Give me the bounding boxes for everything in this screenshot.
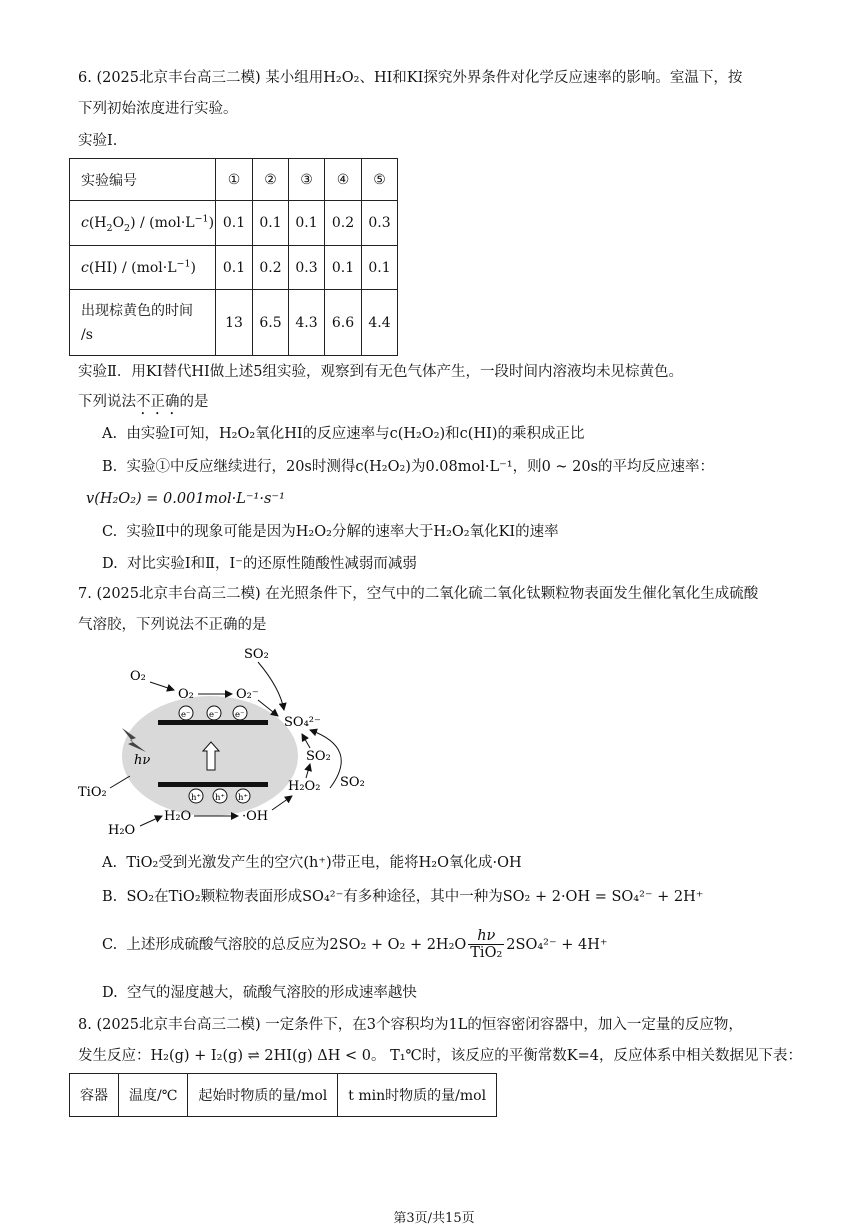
table-header-cell: ⑤ (362, 159, 398, 201)
q6-stem: 某小组用H₂O₂、HI和KI探究外界条件对化学反应速率的影响。室温下，按 (265, 70, 743, 86)
table-cell: 0.1 (289, 201, 325, 246)
q6-option-c: C. 实验Ⅱ中的现象可能是因为H₂O₂分解的速率大于H₂O₂氧化KI的速率 (102, 524, 559, 540)
q6-option-b: B. 实验①中反应继续进行，20s时测得c(H₂O₂)为0.08mol·L⁻¹，则0 ~ 20s的平均反应速率： (102, 459, 715, 475)
q6-stem-line1 (78, 68, 742, 88)
table-cell: 0.1 (216, 201, 253, 246)
superoxide-label: O₂⁻ (236, 687, 259, 702)
table-cell: 6.6 (325, 290, 362, 356)
so2-top-label: SO₂ (244, 647, 269, 662)
table-header-cell: 容器 (70, 1074, 119, 1117)
table-cell: 0.1 (253, 201, 289, 246)
table-cell: 0.1 (325, 246, 362, 290)
h2o-left-arrow (140, 816, 162, 826)
q8-stem-line1 (78, 1015, 743, 1035)
h2o-left-label: H₂O (108, 823, 136, 838)
h2o2-arrow (306, 764, 310, 778)
row-label-h2o2: $c(H_2O_2) / (mol\cdot L^{-1})$ (70, 201, 216, 246)
q8-number: 8. (78, 1017, 92, 1033)
conduction-band (158, 720, 268, 725)
table-cell: 4.3 (289, 290, 325, 356)
table-row (70, 1074, 497, 1117)
table-cell: 4.4 (362, 290, 398, 356)
tio2-pointer (110, 776, 130, 788)
table-header-cell: t min时物质的量/mol (338, 1074, 497, 1117)
o2-left-label: O₂ (130, 669, 146, 684)
q7-number: 7. (78, 586, 92, 602)
tio2-label: TiO₂ (78, 785, 107, 800)
table-cell: 13 (216, 290, 253, 356)
q7-tio2-diagram (70, 638, 390, 843)
q7-option-d: D. 空气的湿度越大，硫酸气溶胶的形成速率越快 (102, 985, 417, 1001)
table-header-cell: ① (216, 159, 253, 201)
q7-option-c: C. 上述形成硫酸气溶胶的总反应为2SO₂ + O₂ + 2H₂O $\frac{h\nu}{\text{TiO₂}}$ 2SO₄²⁻ + 4H⁺ (102, 928, 608, 961)
oh-h2o2-arrow (272, 796, 292, 810)
table-cell: 0.2 (325, 201, 362, 246)
q8-stem: 一定条件下，在3个容积均为1L的恒容密闭容器中，加入一定量的反应物， (265, 1017, 743, 1033)
q6-exp1-label: 实验Ⅰ. (78, 133, 118, 149)
q6-source: (2025北京丰台高三二模) (96, 70, 261, 86)
q6-option-d: D. 对比实验Ⅰ和Ⅱ，I⁻的还原性随酸性减弱而减弱 (102, 556, 417, 572)
table-header-cell: ④ (325, 159, 362, 201)
hydroxyl-label: ·OH (242, 809, 269, 824)
so2-right-label: SO₂ (340, 775, 365, 790)
hole-label: h⁺ (215, 793, 225, 803)
electron-label: e⁻ (209, 710, 219, 720)
row-label-time: 出现棕黄色的时间 /s (70, 290, 216, 356)
electron-label: e⁻ (235, 710, 245, 720)
q6-number: 6. (78, 70, 92, 86)
table-header-cell: 起始时物质的量/mol (188, 1074, 338, 1117)
q8-source: (2025北京丰台高三二模) (96, 1017, 261, 1033)
table-row (70, 290, 398, 356)
h2o2-label: H₂O₂ (288, 779, 321, 794)
valence-band (158, 782, 268, 787)
o2-arrow (150, 682, 174, 690)
q7-option-a: A. TiO₂受到光激发产生的空穴(h⁺)带正电，能将H₂O氧化成·OH (102, 855, 522, 871)
table-cell: 0.1 (362, 246, 398, 290)
row-label-hi: $c(HI) / (mol\cdot L^{-1})$ (70, 246, 216, 290)
so2-mid-label: SO₂ (306, 749, 331, 764)
q7-option-b: B. SO₂在TiO₂颗粒物表面形成SO₄²⁻有多种途径，其中一种为SO₂ + 2·OH = SO₄²⁻ + 2H⁺ (102, 889, 704, 905)
table-row (70, 246, 398, 290)
q7-stem-line2: 气溶胶，下列说法不正确的是 (78, 617, 267, 633)
q6-stem-line2: 下列初始浓度进行实验。 (78, 101, 238, 117)
h2o-mid-label: H₂O (164, 809, 192, 824)
o2-mid-label: O₂ (178, 687, 194, 702)
q7-stem: 在光照条件下，空气中的二氧化硫二氧化钛颗粒物表面发生催化氧化生成硫酸 (265, 586, 759, 602)
table-row (70, 159, 398, 201)
page-footer: 第3页/共15页 (393, 1211, 475, 1226)
q8-data-table (69, 1073, 497, 1117)
so2-mid-arrow (302, 734, 310, 748)
hole-label: h⁺ (238, 793, 248, 803)
table-header-cell: ③ (289, 159, 325, 201)
q7-stem-line1 (78, 584, 758, 604)
table-header-cell: 温度/℃ (119, 1074, 188, 1117)
q6-option-b-formula: v(H₂O₂) = 0.001mol·L⁻¹·s⁻¹ (86, 491, 285, 507)
table-cell: 0.3 (362, 201, 398, 246)
q7-source: (2025北京丰台高三二模) (96, 586, 261, 602)
q6-option-a: A. 由实验Ⅰ可知，H₂O₂氧化HI的反应速率与c(H₂O₂)和c(HI)的乘积成正比 (102, 426, 585, 442)
q6-experiment-table (69, 158, 398, 356)
table-cell: 0.3 (289, 246, 325, 290)
hole-label: h⁺ (191, 793, 201, 803)
table-header-cell: ② (253, 159, 289, 201)
electron-label: e⁻ (181, 710, 191, 720)
q6-exp2-text: 实验Ⅱ．用KI替代HI做上述5组实验，观察到有无色气体产生，一段时间内溶液均未见棕黄色。 (78, 364, 684, 380)
table-cell: 0.2 (253, 246, 289, 290)
reaction-condition: $\frac{h\nu}{\text{TiO₂}}$ (470, 928, 503, 961)
sulfate-label: SO₄²⁻ (284, 715, 321, 730)
table-cell: 0.1 (216, 246, 253, 290)
table-row (70, 201, 398, 246)
hv-label: hν (134, 753, 151, 768)
q6-question-ask: 下列说法不正确的是 (78, 394, 209, 410)
table-cell: 6.5 (253, 290, 289, 356)
q8-stem-line2: 发生反应：H₂(g) + I₂(g) ⇌ 2HI(g) ΔH < 0。 T₁℃时，该反应的平衡常数K=4，反应体系中相关数据见下表： (78, 1048, 802, 1064)
table-header-cell: 实验编号 (70, 159, 216, 201)
